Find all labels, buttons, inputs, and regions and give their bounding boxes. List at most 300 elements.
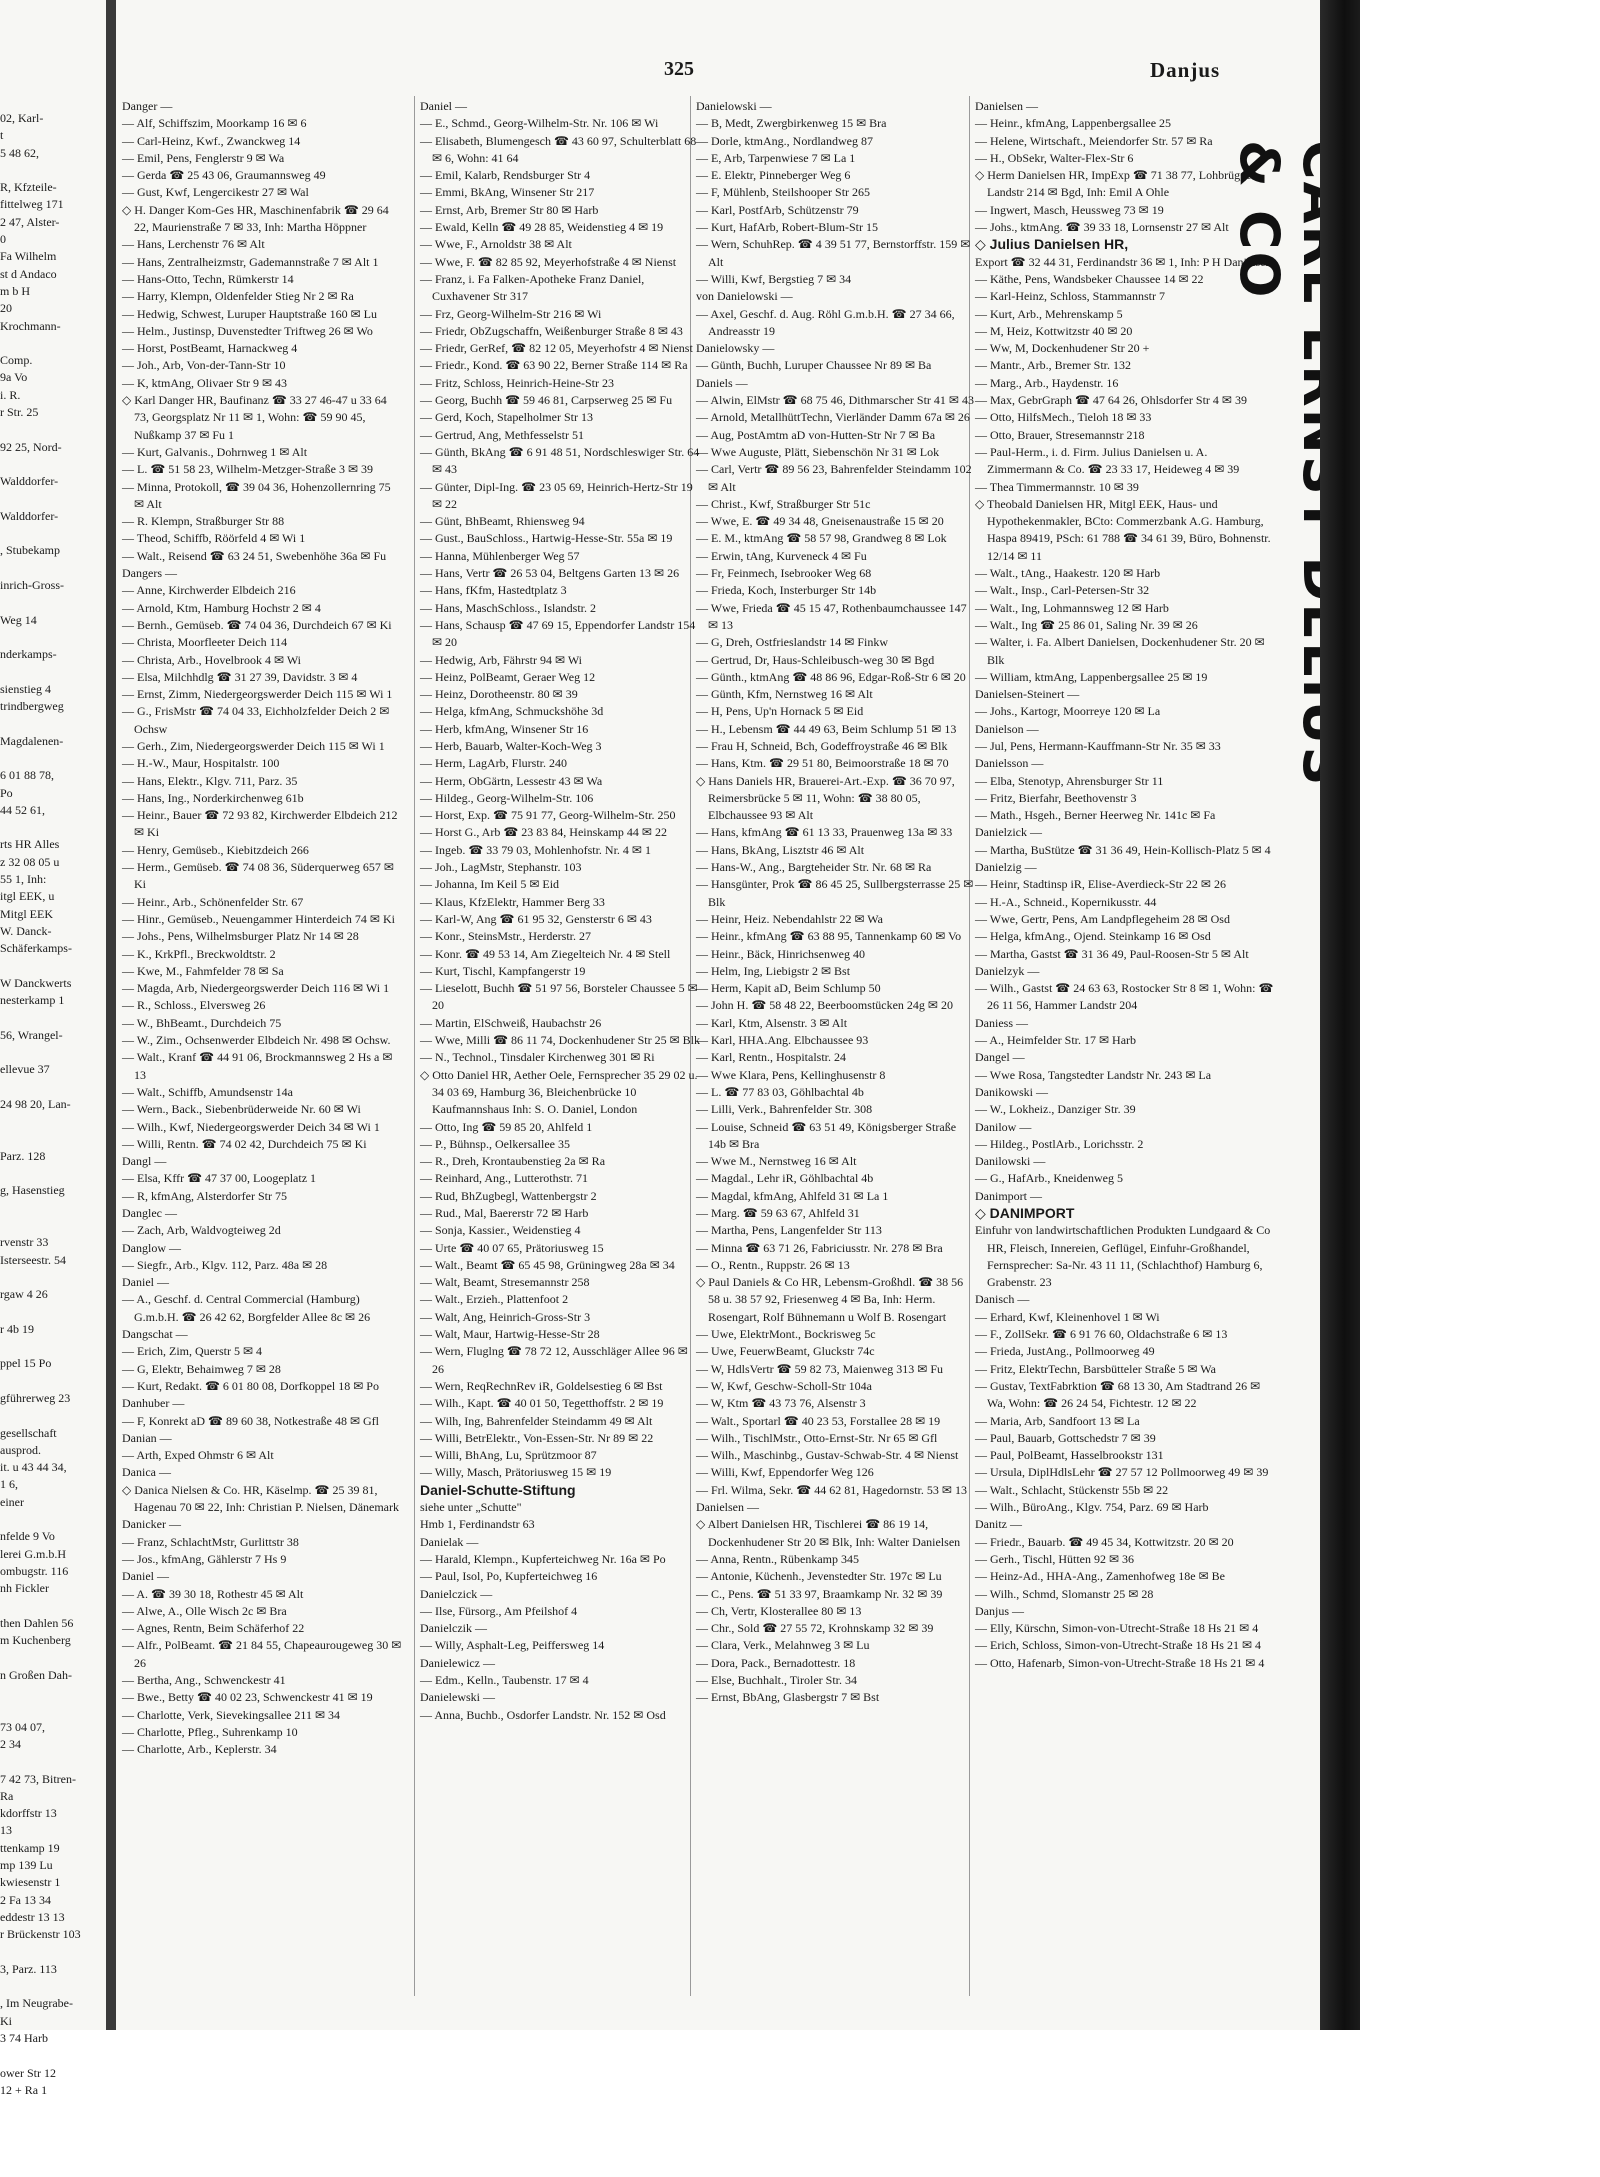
directory-entry: — Minna ☎ 63 71 26, Fabriciusstr. Nr. 278 ✉ Bra	[696, 1240, 943, 1255]
directory-entry: — F., ZollSekr. ☎ 6 91 76 60, Oldachstraße 6 ✉ 13	[975, 1327, 1228, 1342]
surname-heading: Daniess —	[975, 1015, 1028, 1030]
directory-entry: — Willi, BetrElektr., Von-Essen-Str. Nr 89 ✉ 22	[420, 1430, 654, 1445]
directory-entry: — Anne, Kirchwerder Elbdeich 216	[122, 583, 296, 598]
adjacent-page-line	[0, 1200, 104, 1217]
adjacent-page-line	[0, 594, 104, 611]
surname-heading: Danielson —	[975, 721, 1039, 736]
directory-entry: — Wilh., Gastst ☎ 24 63 63, Rostocker Str 8 ✉ 1, Wohn: ☎ 26 11 56, Hammer Landstr 204	[975, 981, 1274, 1013]
directory-entry: — Ingeb. ☎ 33 79 03, Mohlenhofstr. Nr. 4 ✉ 1	[420, 842, 651, 857]
adjacent-page-line: itgl EEK, u	[0, 889, 55, 904]
directory-entry: — Otto, Ing ☎ 59 85 20, Ahlfeld 1	[420, 1119, 593, 1134]
directory-entry: — Frau H, Schneid, Bch, Godeffroystraße 46 ✉ Blk	[696, 738, 948, 753]
adjacent-page-line: 20	[0, 301, 12, 316]
adjacent-page-line: Walddorfer-	[0, 474, 59, 489]
adjacent-page-line: nh Fickler	[0, 1581, 49, 1596]
directory-entry: — Carl, Vertr ☎ 89 56 23, Bahrenfelder Steindamm 102 ✉ Alt	[696, 462, 972, 494]
directory-entry: — B, Medt, Zwergbirkenweg 15 ✉ Bra	[696, 116, 887, 131]
directory-entry: — Hans-Otto, Techn, Rümkerstr 14	[122, 271, 294, 286]
directory-entry: — Heinr, Heiz. Nebendahlstr 22 ✉ Wa	[696, 911, 884, 926]
adjacent-page-line: nderkamps-	[0, 647, 57, 662]
adjacent-page-line: ttenkamp 19	[0, 1840, 60, 1855]
surname-heading: Dangers —	[122, 566, 177, 581]
directory-entry: — Axel, Geschf. d. Aug. Röhl G.m.b.H. ☎ 27 34 66, Andreasstr 19	[696, 306, 955, 338]
adjacent-page-line: 56, Wrangel-	[0, 1027, 63, 1042]
directory-entry: siehe unter „Schutte"	[420, 1500, 522, 1515]
directory-entry: — Louise, Schneid ☎ 63 51 49, Königsberger Straße 14b ✉ Bra	[696, 1119, 957, 1151]
adjacent-page-line	[0, 1373, 104, 1390]
adjacent-page-line: r Brückenstr 103	[0, 1927, 81, 1942]
surname-heading: Daniels —	[696, 375, 748, 390]
directory-entry: — Anna, Rentn., Rübenkamp 345	[696, 1551, 859, 1566]
directory-entry: — Wern., Back., Siebenbrüderweide Nr. 60 ✉ Wi	[122, 1102, 361, 1117]
directory-entry: — Aug, PostAmtm aD von-Hutten-Str Nr 7 ✉ Ba	[696, 427, 936, 442]
directory-entry: — Gerh., Tischl, Hütten 92 ✉ 36	[975, 1551, 1135, 1566]
directory-entry: — Lieselott, Buchh ☎ 51 97 56, Borsteler Chaussee 5 ✉ 20	[420, 981, 698, 1013]
adjacent-page-line: mp 139 Lu	[0, 1857, 53, 1872]
directory-entry: — G, Elektr, Behaimweg 7 ✉ 28	[122, 1361, 281, 1376]
adjacent-page-line	[0, 1165, 104, 1182]
directory-entry: — Emil, Kalarb, Rendsburger Str 4	[420, 168, 591, 183]
adjacent-page-line: W. Danck-	[0, 923, 52, 938]
directory-entry: — Fr, Feinmech, Isebrooker Weg 68	[696, 566, 872, 581]
directory-entry: — Walt., Ing ☎ 25 86 01, Saling Nr. 39 ✉ 26	[975, 617, 1198, 632]
directory-entry: — Heinz-Ad., HHA-Ang., Zamenhofweg 18e ✉ Be	[975, 1569, 1225, 1584]
directory-entry: — Walt., Beamt ☎ 65 45 98, Grüningweg 28a ✉ 34	[420, 1257, 675, 1272]
surname-heading: Danhuber —	[122, 1396, 185, 1411]
directory-entry: — Helm., Justinsp, Duvenstedter Triftweg 26 ✉ Wo	[122, 323, 373, 338]
adjacent-page-line: 13	[0, 1823, 12, 1838]
directory-entry: — Walt, Maur, Hartwig-Hesse-Str 28	[420, 1327, 600, 1342]
directory-entry: Export ☎ 32 44 31, Ferdinandstr 36 ✉ 1, Inh: P H Danielsen	[975, 254, 1272, 269]
directory-entry: — John H. ☎ 58 48 22, Beerboomstücken 24g ✉ 20	[696, 998, 953, 1013]
directory-entry: — Walt., Reisend ☎ 63 24 51, Swebenhöhe 36a ✉ Fu	[122, 548, 387, 563]
page-number: 325	[664, 58, 694, 80]
directory-entry: — P., Bühnsp., Oelkersallee 35	[420, 1136, 570, 1151]
adjacent-page-line: 3 74 Harb	[0, 2030, 48, 2045]
directory-entry: — H, Pens, Up'n Hornack 5 ✉ Eid	[696, 704, 864, 719]
adjacent-page-line: 6 01 88 78,	[0, 768, 54, 783]
directory-entry: — E, Arb, Tarpenwiese 7 ✉ La 1	[696, 150, 856, 165]
directory-entry: — G., HafArb., Kneidenweg 5	[975, 1171, 1123, 1186]
directory-entry: — Helm, Ing, Liebigstr 2 ✉ Bst	[696, 963, 851, 978]
directory-entry: — Walt., Insp., Carl-Petersen-Str 32	[975, 583, 1150, 598]
directory-entry: — Kurt, Galvanis., Dohrnweg 1 ✉ Alt	[122, 444, 308, 459]
adjacent-page-line	[0, 629, 104, 646]
directory-entry: — Wwe, Gertr, Pens, Am Landpflegeheim 28 ✉ Osd	[975, 911, 1230, 926]
directory-entry: — Ewald, Kelln ☎ 49 28 85, Weidenstieg 4 ✉ 19	[420, 220, 664, 235]
directory-entry: — Hans, Zentralheizmstr, Gademannstraße 7 ✉ Alt 1	[122, 254, 379, 269]
directory-entry: — Dorle, ktmAng., Nordlandweg 87	[696, 133, 873, 148]
directory-entry: — Harry, Klempn, Oldenfelder Stieg Nr 2 ✉ Ra	[122, 289, 354, 304]
directory-entry: — F, Mühlenb, Steilshooper Str 265	[696, 185, 871, 200]
adjacent-page-line: rvenstr 33	[0, 1235, 49, 1250]
directory-entry: — Paul, Bauarb, Gottschedstr 7 ✉ 39	[975, 1430, 1156, 1445]
adjacent-page-line: Fa Wilhelm	[0, 249, 57, 264]
directory-entry: — Gust., BauSchloss., Hartwig-Hesse-Str. 55a ✉ 19	[420, 531, 673, 546]
adjacent-page-line	[0, 1649, 104, 1666]
surname-heading: Danjus —	[975, 1603, 1024, 1618]
directory-entry: — William, ktmAng, Lappenbergsallee 25 ✉ 19	[975, 669, 1208, 684]
adjacent-page-line: nesterkamp 1	[0, 993, 65, 1008]
directory-entry: — Karl-Heinz, Schloss, Stammannstr 7	[975, 289, 1165, 304]
surname-heading: Daniel —	[122, 1275, 169, 1290]
directory-entry: — Hans, Ing., Norderkirchenweg 61b	[122, 790, 304, 805]
adjacent-page-line: 73 04 07,	[0, 1719, 45, 1734]
adjacent-page-line	[0, 1009, 104, 1026]
adjacent-page-line: lerei G.m.b.H	[0, 1546, 66, 1561]
adjacent-page-line: Isterseestr. 54	[0, 1252, 66, 1267]
directory-entry: — Kurt, Arb., Mehrenskamp 5	[975, 306, 1123, 321]
directory-entry: — Carl-Heinz, Kwf., Zwanckweg 14	[122, 133, 301, 148]
directory-entry: — W., BhBeamt., Durchdeich 75	[122, 1015, 282, 1030]
directory-entry: — G, Dreh, Ostfrieslandstr 14 ✉ Finkw	[696, 635, 889, 650]
directory-entry: — E. M., ktmAng ☎ 58 57 98, Grandweg 8 ✉ Lok	[696, 531, 947, 546]
directory-entry: — Karl, HHA.Ang. Elbchaussee 93	[696, 1033, 869, 1048]
directory-column-2	[420, 98, 700, 2018]
directory-entry: — Hedwig, Schwest, Luruper Hauptstraße 160 ✉ Lu	[122, 306, 377, 321]
directory-entry: — Willy, Masch, Prätoriusweg 15 ✉ 19	[420, 1465, 612, 1480]
directory-entry: — Walt., tAng., Haakestr. 120 ✉ Harb	[975, 566, 1161, 581]
adjacent-page-line	[0, 335, 104, 352]
directory-entry: — W, HdlsVertr ☎ 59 82 73, Maienweg 313 ✉ Fu	[696, 1361, 943, 1376]
directory-entry: — H., Lebensm ☎ 44 49 63, Beim Schlump 51 ✉ 13	[696, 721, 957, 736]
directory-entry: ◇ Herm Danielsen HR, ImpExp ☎ 71 38 77, Lohbrügger Landstr 214 ✉ Bgd, Inh: Emil A Ohle	[975, 168, 1256, 200]
directory-entry: — Edm., Kelln., Taubenstr. 17 ✉ 4	[420, 1673, 589, 1688]
adjacent-page-line: gesellschaft	[0, 1425, 57, 1440]
directory-entry: — Emil, Pens, Fenglerstr 9 ✉ Wa	[122, 150, 285, 165]
directory-entry: — Wilh., Schmd, Slomanstr 25 ✉ 28	[975, 1586, 1154, 1601]
directory-entry: — Arth, Exped Ohmstr 6 ✉ Alt	[122, 1448, 274, 1463]
adjacent-page-line: it. u 43 44 34,	[0, 1460, 67, 1475]
directory-entry: — Maria, Arb, Sandfoort 13 ✉ La	[975, 1413, 1140, 1428]
directory-entry: — Uwe, FeuerwBeamt, Gluckstr 74c	[696, 1344, 875, 1359]
directory-entry: — Hans-W., Ang., Bargteheider Str. Nr. 68 ✉ Ra	[696, 860, 932, 875]
adjacent-page-line	[0, 1303, 104, 1320]
directory-entry: — Günt, BhBeamt, Rhiensweg 94	[420, 514, 585, 529]
directory-entry: — Jos., kfmAng, Gählerstr 7 Hs 9	[122, 1551, 287, 1566]
directory-entry: — Otto, Brauer, Stresemannstr 218	[975, 427, 1145, 442]
directory-entry: — Ch, Vertr, Klosterallee 80 ✉ 13	[696, 1603, 862, 1618]
directory-entry: — Georg, Buchh ☎ 59 46 81, Carpserweg 25 ✉ Fu	[420, 393, 673, 408]
directory-entry: — Ernst, Zimm, Niedergeorgswerder Deich 115 ✉ Wi 1	[122, 687, 393, 702]
directory-entry: — Paul, Isol, Po, Kupferteichweg 16	[420, 1569, 598, 1584]
directory-entry: — Erich, Zim, Querstr 5 ✉ 4	[122, 1344, 263, 1359]
adjacent-page-line: 2 34	[0, 1736, 21, 1751]
adjacent-page-line: fittelweg 171	[0, 197, 64, 212]
directory-entry: — Hans, Elektr., Klgv. 711, Parz. 35	[122, 773, 298, 788]
directory-entry: — Chr., Sold ☎ 27 55 72, Krohnskamp 32 ✉ 39	[696, 1621, 934, 1636]
adjacent-page-line: trindbergweg	[0, 699, 64, 714]
directory-entry: — Günth, Buchh, Luruper Chaussee Nr 89 ✉ Ba	[696, 358, 932, 373]
adjacent-page-line	[0, 2047, 104, 2064]
directory-entry: — W., Lokheiz., Danziger Str. 39	[975, 1102, 1136, 1117]
directory-entry: — K, ktmAng, Olivaer Str 9 ✉ 43	[122, 375, 288, 390]
directory-entry: — W., Zim., Ochsenwerder Elbdeich Nr. 498 ✉ Ochsw.	[122, 1033, 391, 1048]
directory-entry: — Marg. ☎ 59 63 67, Ahlfeld 31	[696, 1206, 860, 1220]
adjacent-page-line: 3, Parz. 113	[0, 1961, 57, 1976]
adjacent-page-line: then Dahlen 56	[0, 1615, 74, 1630]
adjacent-page-line	[0, 162, 104, 179]
surname-heading: Danicker —	[122, 1517, 181, 1532]
directory-entry: — Siegfr., Arb., Klgv. 112, Parz. 48a ✉ 28	[122, 1257, 328, 1272]
directory-entry: — Sonja, Kassier., Weidenstieg 4	[420, 1223, 581, 1238]
adjacent-page-line: , Im Neugrabe-	[0, 1996, 73, 2011]
adjacent-page-line: nfelde 9 Vo	[0, 1529, 55, 1544]
directory-entry: — Magdal., Lehr iR, Göhlbachtal 4b	[696, 1171, 874, 1186]
directory-entry: — Thea Timmermannstr. 10 ✉ 39	[975, 479, 1139, 494]
surname-heading: Danger —	[122, 99, 173, 113]
surname-heading: Danisch —	[975, 1292, 1030, 1307]
directory-entry: — Hans, Schausp ☎ 47 69 15, Eppendorfer Landstr 154 ✉ 20	[420, 617, 696, 650]
directory-entry: — Heinr, Stadtinsp iR, Elise-Averdieck-Str 22 ✉ 26	[975, 877, 1226, 892]
directory-entry: — F, Konrekt aD ☎ 89 60 38, Notkestraße 48 ✉ Gfl	[122, 1413, 380, 1428]
directory-entry: — Alwe, A., Olle Wisch 2c ✉ Bra	[122, 1603, 287, 1618]
adjacent-page-line: kwiesenstr 1	[0, 1875, 61, 1890]
adjacent-page-line: Po	[0, 785, 13, 800]
directory-entry: — Zach, Arb, Waldvogteiweg 2d	[122, 1223, 281, 1238]
adjacent-page-line	[0, 1217, 104, 1234]
adjacent-page-line: 1 6,	[0, 1477, 18, 1492]
directory-entry: — Kurt, Tischl, Kampfangerstr 19	[420, 963, 586, 978]
directory-entry: — Hildeg., PostlArb., Lorichsstr. 2	[975, 1136, 1144, 1151]
directory-entry: — Konr., SteinsMstr., Herderstr. 27	[420, 929, 591, 944]
directory-entry: — Fritz, ElektrTechn, Barsbütteler Straße 5 ✉ Wa	[975, 1361, 1216, 1376]
directory-entry: — Gustav, TextFabrktion ☎ 68 13 30, Am Stadtrand 26 ✉ Wa, Wohn: ☎ 26 24 54, Fichtestr. 12 ✉ 22	[975, 1378, 1261, 1411]
directory-entry: — Günth., ktmAng ☎ 48 86 96, Edgar-Roß-Str 6 ✉ 20	[696, 669, 966, 684]
directory-entry: ◇ Paul Daniels & Co HR, Lebensm-Großhdl. ☎ 38 56 58 u. 38 57 92, Friesenweg 4 ✉ Ba, Inh: Herm. Rosengart, Rolf Bühnemann u Wolf B. Rosengart	[696, 1275, 964, 1324]
directory-entry: — Johs., Kartogr, Moorreye 120 ✉ La	[975, 704, 1161, 719]
adjacent-page-line: einer	[0, 1494, 24, 1509]
directory-entry: — Kurt, Redakt. ☎ 6 01 80 08, Dorfkoppel 18 ✉ Po	[122, 1378, 379, 1393]
directory-column-3	[696, 98, 976, 2018]
adjacent-page-line	[0, 1511, 104, 1528]
directory-entry: — A., Geschf. d. Central Commercial (Hamburg) G.m.b.H. ☎ 26 42 62, Borgfelder Allee 8c ✉ 26	[122, 1292, 371, 1324]
directory-entry: — Walt, Ang, Heinrich-Gross-Str 3	[420, 1309, 591, 1324]
adjacent-page-line	[0, 456, 104, 473]
directory-entry: — W, Kwf, Geschw-Scholl-Str 104a	[696, 1378, 872, 1393]
surname-heading: Danilow —	[975, 1119, 1032, 1134]
directory-entry: — Willy, Asphalt-Leg, Peiffersweg 14	[420, 1638, 605, 1653]
directory-entry: — Christ., Kwf, Straßburger Str 51c	[696, 496, 871, 511]
directory-entry: — L. ☎ 51 58 23, Wilhelm-Metzger-Straße 3 ✉ 39	[122, 462, 374, 477]
directory-entry: — Rud, BhZugbegl, Wattenbergstr 2	[420, 1188, 597, 1203]
adjacent-page-line: 12 + Ra 1	[0, 2082, 48, 2097]
directory-entry: — Gertrud, Dr, Haus-Schleibusch-weg 30 ✉ Bgd	[696, 652, 935, 667]
directory-entry: — Friedr., Kond. ☎ 63 90 22, Berner Straße 114 ✉ Ra	[420, 358, 688, 373]
surname-heading: Danielzyk —	[975, 963, 1040, 978]
directory-entry: — Kwe, M., Fahmfelder 78 ✉ Sa	[122, 963, 284, 978]
adjacent-page-line: rts HR Alles	[0, 837, 60, 852]
directory-entry: — Arnold, Ktm, Hamburg Hochstr 2 ✉ 4	[122, 600, 321, 615]
directory-entry: — Gust, Kwf, Lengercikestr 27 ✉ Wal	[122, 185, 309, 200]
directory-entry: — Wwe, Frieda ☎ 45 15 47, Rothenbaumchaussee 147 ✉ 13	[696, 600, 967, 632]
adjacent-page-line	[0, 1753, 104, 1770]
directory-entry: — Otto, Hafenarb, Simon-von-Utrecht-Straße 18 Hs 21 ✉ 4	[975, 1655, 1265, 1670]
surname-heading: Danielzig —	[975, 860, 1037, 875]
directory-entry: — Math., Hsgeh., Berner Heerweg Nr. 141c ✉ Fa	[975, 808, 1216, 823]
adjacent-page-line: ellevue 37	[0, 1062, 50, 1077]
directory-entry: — Charlotte, Verk, Sievekingsallee 211 ✉ 34	[122, 1707, 341, 1722]
directory-entry: — Friedr, GerRef, ☎ 82 12 05, Meyerhofstr 4 ✉ Nienst	[420, 341, 693, 356]
directory-entry: — Bernh., Gemüseb. ☎ 74 04 36, Durchdeich 67 ✉ Ki	[122, 617, 392, 632]
directory-entry: — Ernst, Arb, Bremer Str 80 ✉ Harb	[420, 202, 599, 217]
directory-entry: — Ernst, BbAng, Glasbergstr 7 ✉ Bst	[696, 1690, 880, 1705]
adjacent-page-line: eddestr 13 13	[0, 1909, 65, 1924]
directory-entry: — Gerd, Koch, Stapelholmer Str 13	[420, 410, 593, 425]
directory-entry: — Christa, Moorfleeter Deich 114	[122, 635, 288, 650]
directory-entry: — Hildeg., Georg-Wilhelm-Str. 106	[420, 790, 594, 805]
adjacent-page-line: 2 Fa 13 34	[0, 1892, 51, 1907]
adjacent-page-line	[0, 421, 104, 438]
directory-entry: — Karl-W, Ang ☎ 61 95 32, Gensterstr 6 ✉ 43	[420, 911, 652, 926]
directory-entry: — Otto, HilfsMech., Tieloh 18 ✉ 33	[975, 410, 1152, 425]
adjacent-page-line: sienstieg 4	[0, 681, 51, 696]
directory-entry: — Hinr., Gemüseb., Neuengammer Hinterdeich 74 ✉ Ki	[122, 911, 395, 926]
surname-heading: Dangschat —	[122, 1327, 188, 1342]
directory-entry: — Willi, BhAng, Lu, Sprützmoor 87	[420, 1448, 597, 1463]
directory-entry: — Herm, ObGärtn, Lessestr 43 ✉ Wa	[420, 773, 603, 788]
directory-entry: ◇ H. Danger Kom-Ges HR, Maschinenfabrik ☎ 29 64 22, Maurienstraße 7 ✉ 33, Inh: Martha Höppner	[122, 202, 389, 235]
directory-entry: — Karl, PostfArb, Schützenstr 79	[696, 202, 859, 217]
adjacent-page-line: 02, Karl-	[0, 111, 44, 125]
directory-entry: — Martha, BuStütze ☎ 31 36 49, Hein-Kollisch-Platz 5 ✉ 4	[975, 842, 1271, 857]
adjacent-page-line	[0, 750, 104, 767]
directory-entry: — R., Dreh, Krontaubenstieg 2a ✉ Ra	[420, 1154, 606, 1169]
directory-entry: — Klaus, KfzElektr, Hammer Berg 33	[420, 894, 605, 909]
adjacent-page-line	[0, 1978, 104, 1995]
adjacent-page-line: kdorffstr 13	[0, 1806, 57, 1821]
directory-entry: — Johanna, Im Keil 5 ✉ Eid	[420, 877, 560, 892]
directory-entry: — Frz, Georg-Wilhelm-Str 216 ✉ Wi	[420, 306, 602, 321]
directory-entry: Einfuhr von landwirtschaftlichen Produkten Lundgaard & Co HR, Fleisch, Innereien, Geflügel, Einfuhr-Großhandel, Fernsprecher: Sa-Nr. 43 11 11, (Schlachthof) Hamburg 6, Grabenstr. 23	[975, 1223, 1271, 1290]
directory-entry: — Willi, Rentn. ☎ 74 02 42, Durchdeich 75 ✉ Ki	[122, 1136, 367, 1151]
directory-entry: — Hansgünter, Prok ☎ 86 45 25, Sullbergsterrasse 25 ✉ Blk	[696, 877, 974, 909]
directory-entry: — Gerda ☎ 25 43 06, Graumannsweg 49	[122, 168, 326, 183]
directory-entry: — Elisabeth, Blumengesch ☎ 43 60 97, Schulterblatt 68 ✉ 6, Wohn: 41 64	[420, 133, 697, 165]
directory-entry: — H., ObSekr, Walter-Flex-Str 6	[975, 150, 1134, 165]
adjacent-page-line: 7 42 73, Bitren-	[0, 1771, 76, 1786]
directory-entry: — Arnold, MetallhüttTechn, Vierländer Damm 67a ✉ 26	[696, 410, 970, 425]
directory-entry: — Charlotte, Pfleg., Suhrenkamp 10	[122, 1724, 298, 1739]
directory-entry: — Erich, Schloss, Simon-von-Utrecht-Straße 18 Hs 21 ✉ 4	[975, 1638, 1262, 1653]
directory-entry: ◇ Otto Daniel HR, Aether Oele, Fernsprecher 35 29 02 u. 34 03 69, Hamburg 36, Bleichenbrücke 10 Kaufmannshaus Inh: S. O. Daniel, London	[420, 1067, 698, 1117]
directory-entry: — Ursula, DiplHdlsLehr ☎ 27 57 12 Pollmoorweg 49 ✉ 39	[975, 1465, 1269, 1480]
adjacent-page-line	[0, 1113, 104, 1130]
directory-entry: — Heinz, Dorotheenstr. 80 ✉ 39	[420, 687, 578, 702]
directory-entry: — Magda, Arb, Niedergeorgswerder Deich 116 ✉ Wi 1	[122, 981, 390, 996]
adjacent-page-line: r Str. 25	[0, 405, 39, 420]
directory-entry: — Christa, Arb., Hovelbrook 4 ✉ Wi	[122, 652, 302, 667]
adjacent-page-line	[0, 819, 104, 836]
adjacent-page-line: Comp.	[0, 353, 33, 368]
directory-entry: — Elsa, Kffr ☎ 47 37 00, Loogeplatz 1	[122, 1171, 317, 1186]
book-gutter	[106, 0, 116, 2030]
directory-entry: — Wwe, Milli ☎ 86 11 74, Dockenhudener Str 25 ✉ Blk	[420, 1033, 700, 1048]
surname-heading: Daniel —	[420, 99, 467, 113]
edge-advertisement-text: & CO	[1294, 140, 1354, 840]
directory-entry: — Hans, MaschSchloss., Islandstr. 2	[420, 600, 596, 615]
directory-entry: — Jul, Pens, Hermann-Kauffmann-Str Nr. 35 ✉ 33	[975, 738, 1221, 753]
directory-entry: — Heinr., Arb., Schönenfelder Str. 67	[122, 894, 304, 909]
directory-entry: — Hanna, Mühlenberger Weg 57	[420, 548, 580, 563]
directory-entry: — H.-A., Schneid., Kopernikusstr. 44	[975, 894, 1157, 909]
surname-heading: von Danielowski —	[696, 289, 793, 304]
adjacent-page-line: Schäferkamps-	[0, 941, 72, 956]
directory-entry: — Hans, BkAng, Lisztstr 46 ✉ Alt	[696, 842, 865, 857]
surname-heading: Danielowsky —	[696, 341, 775, 356]
surname-heading: Danielsen —	[696, 1500, 759, 1515]
directory-entry: — H.-W., Maur, Hospitalstr. 100	[122, 756, 280, 771]
business-heading: Daniel-Schutte-Stiftung	[420, 1481, 576, 1498]
surname-heading: Danitz —	[975, 1517, 1022, 1532]
directory-entry: — Paul-Herm., i. d. Firm. Julius Danielsen u. A. Zimmermann & Co. ☎ 23 33 17, Heideweg 4 ✉ 39	[975, 444, 1240, 477]
business-heading: ◇ Julius Danielsen HR,	[975, 236, 1129, 253]
adjacent-page-line	[0, 1943, 104, 1960]
directory-entry: — Rud., Mal, Baererstr 72 ✉ Harb	[420, 1206, 589, 1220]
directory-entry: — Wwe Auguste, Plätt, Siebenschön Nr 31 ✉ Lok	[696, 444, 940, 459]
adjacent-page-line: 44 52 61,	[0, 802, 45, 817]
directory-entry: — Walt., Ing, Lohmannsweg 12 ✉ Harb	[975, 600, 1169, 615]
directory-entry: — M, Heiz, Kottwitzstr 40 ✉ 20	[975, 323, 1133, 338]
directory-entry: — Urte ☎ 40 07 65, Prätoriusweg 15	[420, 1240, 604, 1255]
directory-entry: — Erwin, tAng, Kurveneck 4 ✉ Fu	[696, 548, 867, 563]
directory-entry: — Herm., Gemüseb. ☎ 74 08 36, Süderquerweg 657 ✉ Ki	[122, 860, 394, 892]
adjacent-page-line: ppel 15 Po	[0, 1356, 52, 1371]
directory-entry: — Helga, kfmAng, Schmuckshöhe 3d	[420, 704, 604, 719]
directory-entry: — E., Schmd., Georg-Wilhelm-Str. Nr. 106 ✉ Wi	[420, 116, 659, 131]
directory-entry: — Frieda, JustAng., Pollmoorweg 49	[975, 1344, 1155, 1359]
directory-entry: — C., Pens. ☎ 51 33 97, Braamkamp Nr. 32 ✉ 39	[696, 1586, 943, 1601]
directory-entry: — Johs., Pens, Wilhelmsburger Platz Nr 14 ✉ 28	[122, 929, 359, 944]
directory-entry: — Franz, SchlachtMstr, Gurlittstr 38	[122, 1534, 299, 1549]
directory-entry: — Herb, kfmAng, Winsener Str 16	[420, 721, 589, 736]
directory-entry: — Franz, i. Fa Falken-Apotheke Franz Daniel, Cuxhavener Str 317	[420, 271, 645, 304]
adjacent-page-line: 24 98 20, Lan-	[0, 1096, 71, 1111]
directory-entry: — Paul, PolBeamt, Hasselbrookstr 131	[975, 1448, 1164, 1463]
adjacent-page-line: m b H	[0, 283, 30, 298]
adjacent-page-line: 2 47, Alster-	[0, 214, 60, 229]
adjacent-page-line: ombugstr. 116	[0, 1563, 69, 1578]
directory-entry: — Max, GebrGraph ☎ 47 64 26, Ohlsdorfer Str 4 ✉ 39	[975, 393, 1247, 408]
directory-entry: — A. ☎ 39 30 18, Rothestr 45 ✉ Alt	[122, 1586, 304, 1601]
directory-entry: — Walt., Schlacht, Stückenstr 55b ✉ 22	[975, 1482, 1169, 1497]
running-head: Danjus	[1150, 58, 1221, 82]
adjacent-page-line: , Stubekamp	[0, 543, 60, 558]
directory-entry: — Elly, Kürschn, Simon-von-Utrecht-Straße 18 Hs 21 ✉ 4	[975, 1621, 1259, 1636]
surname-heading: Danglec —	[122, 1206, 177, 1220]
directory-entry: — Harald, Klempn., Kupferteichweg Nr. 16a ✉ Po	[420, 1551, 666, 1566]
directory-entry: — Wilh., TischlMstr., Otto-Ernst-Str. Nr 65 ✉ Gfl	[696, 1430, 938, 1445]
directory-entry: — Hans, fKfm, Hastedtplatz 3	[420, 583, 567, 598]
directory-entry: — Helga, kfmAng., Ojend. Steinkamp 16 ✉ Osd	[975, 929, 1211, 944]
directory-entry: — Friedr., Bauarb. ☎ 49 45 34, Kottwitzstr. 20 ✉ 20	[975, 1534, 1234, 1549]
directory-entry: — Hans, Lerchenstr 76 ✉ Alt	[122, 237, 265, 252]
directory-entry: — Martha, Gastst ☎ 31 36 49, Paul-Roosen-Str 5 ✉ Alt	[975, 946, 1249, 961]
surname-heading: Danikowski —	[975, 1084, 1048, 1099]
directory-entry: — Wern, ReqRechnRev iR, Goldelsestieg 6 ✉ Bst	[420, 1378, 663, 1393]
surname-heading: Danilowski —	[975, 1154, 1046, 1169]
directory-entry: — Hans, Ktm. ☎ 29 51 80, Beimoorstraße 18 ✉ 70	[696, 756, 949, 771]
directory-entry: — Wwe, E. ☎ 49 34 48, Gneisenaustraße 15 ✉ 20	[696, 514, 944, 529]
directory-entry: — Mantr., Arb., Bremer Str. 132	[975, 358, 1131, 373]
adjacent-page-line	[0, 1598, 104, 1615]
directory-entry: — Günter, Dipl-Ing. ☎ 23 05 69, Heinrich-Hertz-Str 19 ✉ 22	[420, 479, 693, 511]
directory-entry: Hmb 1, Ferdinandstr 63	[420, 1517, 535, 1532]
directory-entry: — Theod, Schiffb, Röörfeld 4 ✉ Wi 1	[122, 531, 306, 546]
adjacent-page-line: R, Kfzteile-	[0, 180, 57, 195]
surname-heading: Danica —	[122, 1465, 171, 1480]
directory-entry: — Fritz, Bierfahr, Beethovenstr 3	[975, 790, 1137, 805]
